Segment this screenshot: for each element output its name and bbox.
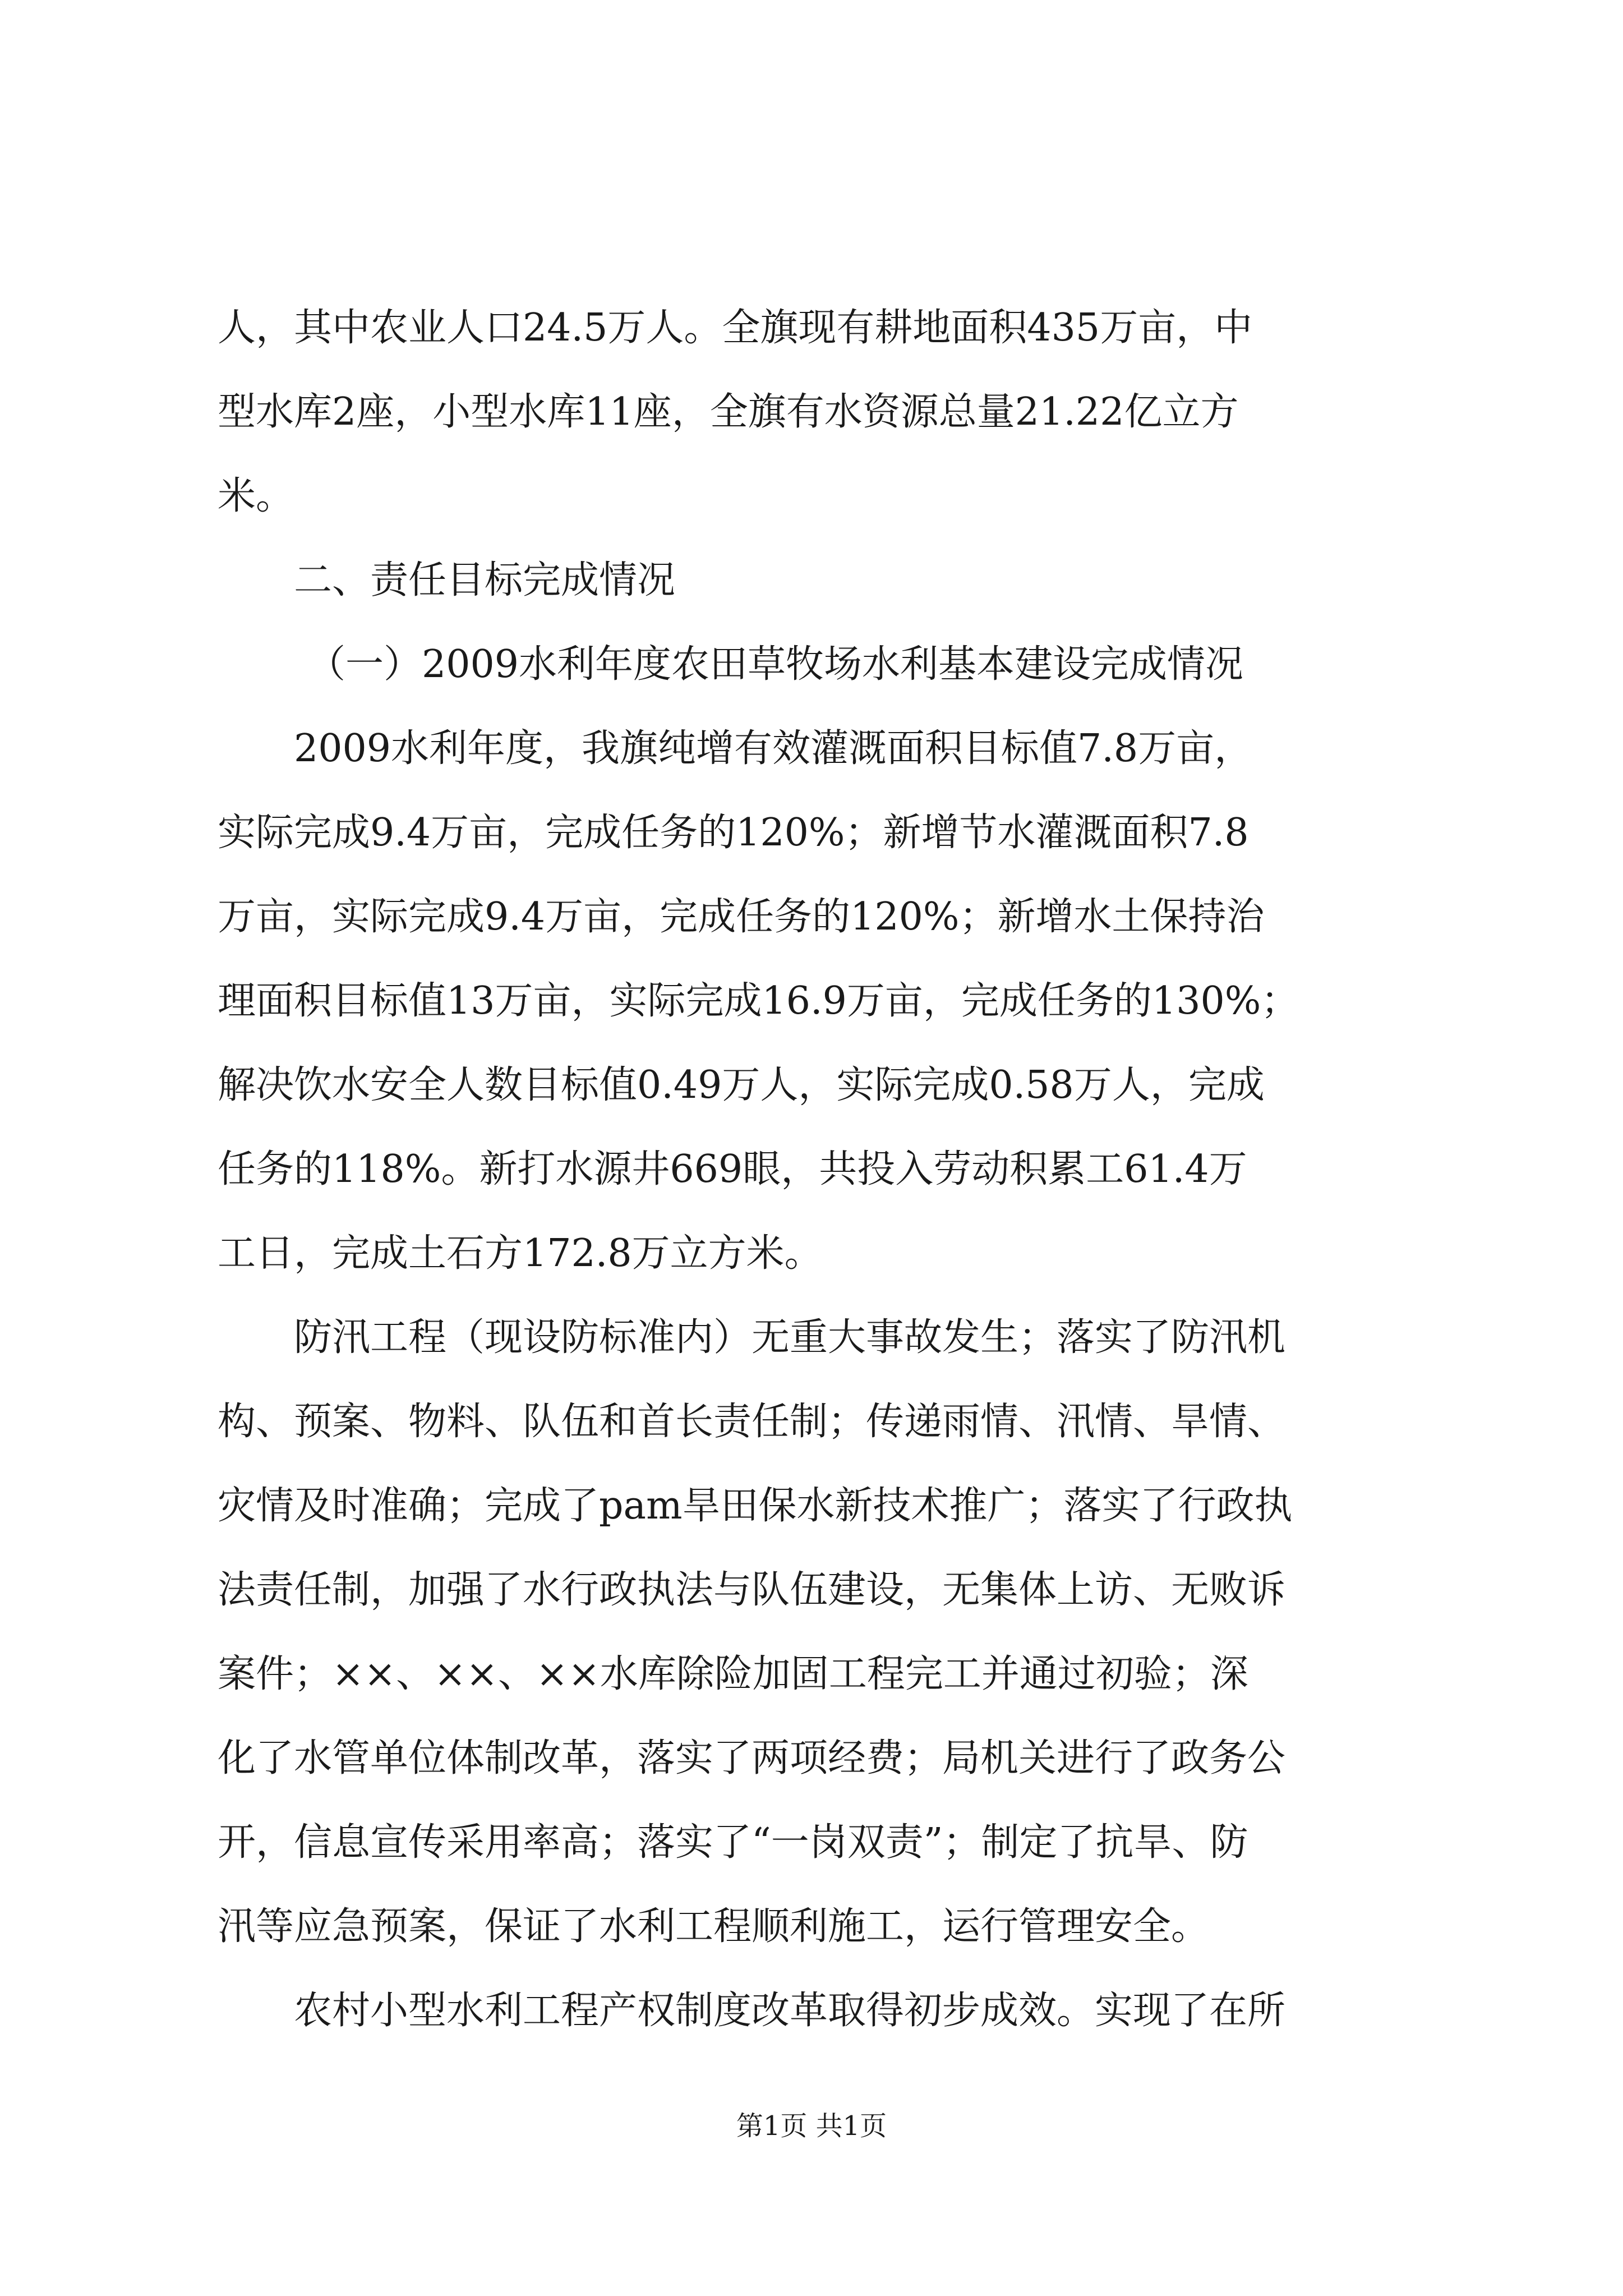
text-line: 灾情及时准确；完成了pam旱田保水新技术推广；落实了行政执	[218, 1484, 1293, 1528]
section-heading: 二、责任目标完成情况	[294, 558, 676, 602]
text-line: 2009水利年度，我旗纯增有效灌溉面积目标值7.8万亩，	[294, 726, 1253, 771]
text-line: 工日，完成土石方172.8万立方米。	[218, 1231, 823, 1276]
text-line: 任务的118%。新打水源井669眼，共投入劳动积累工61.4万	[218, 1147, 1247, 1191]
text-line: 理面积目标值13万亩，实际完成16.9万亩，完成任务的130%；	[218, 979, 1299, 1023]
text-line: 解决饮水安全人数目标值0.49万人，实际完成0.58万人，完成	[218, 1063, 1265, 1107]
text-line: 法责任制，加强了水行政执法与队伍建设，无集体上访、无败诉	[218, 1568, 1286, 1612]
text-line: 构、预案、物料、队伍和首长责任制；传递雨情、汛情、旱情、	[218, 1400, 1286, 1444]
page-footer: 第1页 共1页	[736, 2110, 887, 2142]
document-body	[218, 286, 1474, 2053]
text-line: 汛等应急预案，保证了水利工程顺利施工，运行管理安全。	[218, 1904, 1210, 1949]
text-line: 防汛工程（现设防标准内）无重大事故发生；落实了防汛机	[294, 1315, 1286, 1360]
text-line: 型水库2座，小型水库11座，全旗有水资源总量21.22亿立方	[218, 390, 1239, 434]
text-line: 开，信息宣传采用率高；落实了“一岗双责”；制定了抗旱、防	[218, 1820, 1248, 1865]
text-line: 农村小型水利工程产权制度改革取得初步成效。实现了在所	[294, 1989, 1286, 2033]
text-line: 米。	[218, 474, 294, 518]
text-line: 化了水管单位体制改革，落实了两项经费；局机关进行了政务公	[218, 1736, 1286, 1780]
text-line: 人，其中农业人口24.5万人。全旗现有耕地面积435万亩，中	[218, 306, 1253, 350]
text-line: 万亩，实际完成9.4万亩，完成任务的120%；新增水土保持治	[218, 895, 1265, 939]
text-line: 实际完成9.4万亩，完成任务的120%；新增节水灌溉面积7.8	[218, 811, 1249, 855]
text-line: 案件；××、××、××水库除险加固工程完工并通过初验；深	[218, 1652, 1248, 1696]
subsection-heading: （一）2009水利年度农田草牧场水利基本建设完成情况	[307, 642, 1244, 687]
